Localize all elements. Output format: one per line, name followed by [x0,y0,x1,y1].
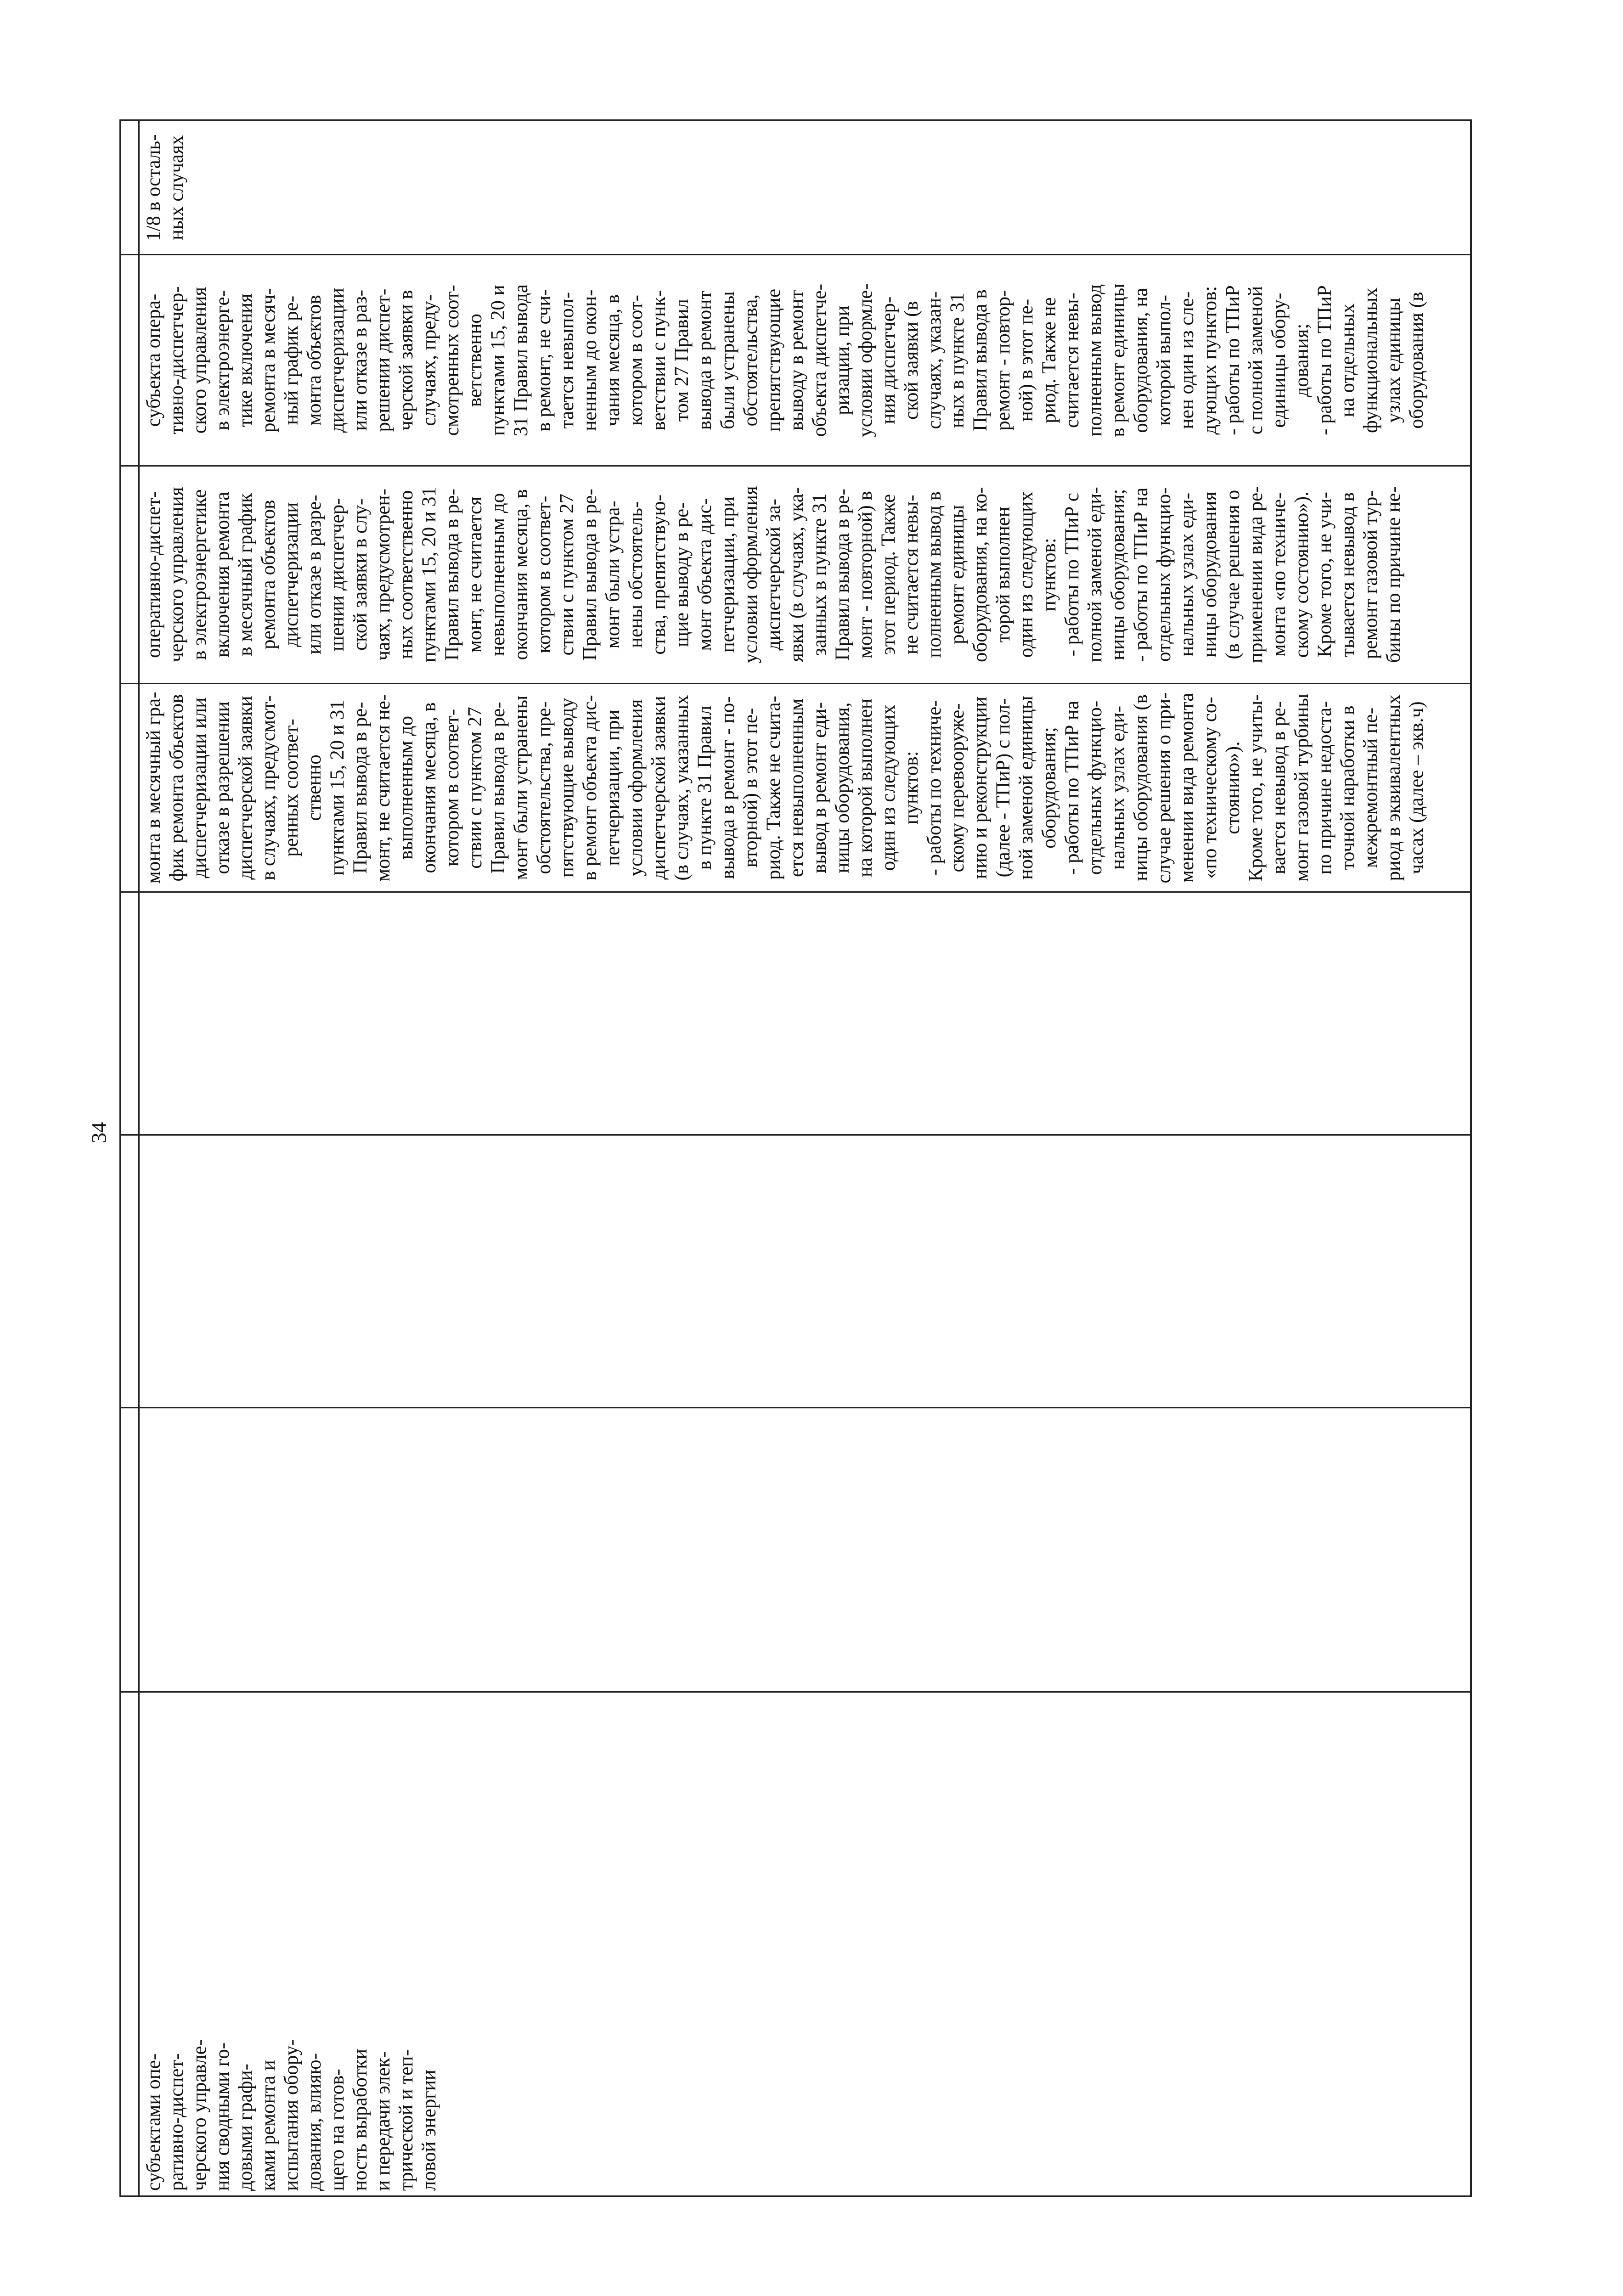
text-line: ремонт единицы [947,505,968,644]
label-cell [140,1691,1470,2195]
text-line: тивно-диспетчер- [166,286,187,434]
text-line: Кроме того, не учиты- [1245,694,1267,882]
text-line: диспетчерской заявки [235,696,256,880]
text-line: случаях, преду- [418,294,440,426]
text-line: Правил вывода в ре- [441,489,463,661]
text-line: выводу в ремонт [786,290,807,431]
text-line: котором в соот- [625,295,647,426]
text-line: ния диспетчер- [878,296,899,424]
text-line: вторной) в этот пе- [740,708,761,868]
text-line: единицы обору- [1268,293,1290,428]
empty-cell-2 [140,1134,1470,1407]
text-line: скому состоянию»). [1291,491,1313,658]
text-line: тается невыпол- [556,292,578,429]
text-line: нен один из сле- [1176,291,1198,429]
top-cell-8 [121,121,138,254]
text-line: «по техническому со- [1199,697,1221,879]
text-line: обстоятельства, [740,294,761,427]
text-line: чаях, предусмотрен- [372,489,394,661]
text-line: стоянию»). [1222,741,1244,834]
text-line: монт были устранены [510,695,532,880]
text-line: смотренных соот- [441,285,463,436]
text-line: один из следующих [1015,491,1037,658]
text-line: ловой энергии [418,2070,440,2191]
text-line: 1/8 в осталь- [143,134,164,242]
text-line: Правил вывода в ре- [579,489,601,661]
text-line: ремонта в месяч- [258,288,279,433]
text-line: монт - повторной) в [855,491,876,658]
top-cell-7 [121,254,138,465]
text-line: или отказе в разре- [304,495,325,655]
text-line: ность выработки [349,2048,371,2191]
text-line: выполненным до [395,715,417,860]
text-line: явки (в случаях, ука- [786,487,807,662]
top-cell-3 [121,1134,138,1407]
top-cell-4 [121,891,138,1134]
text-line: чания месяца, в [602,294,624,427]
text-line: пятствующие выводу [556,698,578,878]
top-cell-5 [121,683,138,891]
text-line: ется невыполненным [786,698,807,877]
text-line: монт, не считается не- [372,694,394,882]
text-line: окончания месяца, в [418,702,440,873]
text-line: нальных узлах еди- [1107,706,1129,870]
text-line: ренных соответ- [281,719,302,857]
text-line: шении диспетчер- [327,498,348,651]
text-line: ской заявки (в [901,301,922,420]
text-line: ницы оборудования (в [1130,694,1152,881]
text-line: узлах единицы [1383,298,1404,423]
text-line: диспетчеризации или [189,697,210,878]
text-line: условии оформления [625,699,647,877]
text-line: объекта диспетче- [809,284,830,437]
text-line: черского управления [166,487,187,663]
text-line: ственно [304,754,325,821]
text-line: окончания месяца, в [510,489,532,660]
text-line: в электроэнергетике [189,489,210,660]
text-line: Кроме того, не учи- [1314,492,1336,658]
text-line: испытания обору- [281,2039,302,2191]
text-line: функциональных [1360,287,1381,433]
text-line: монт объекта дис- [694,498,716,651]
text-line: субъекта опера- [143,293,164,427]
text-line: диспетчерской заявки [648,696,670,880]
text-line: скому перевооруже- [947,703,968,872]
text-line: невыполненным до [487,493,509,656]
text-line: монта «по техниче- [1268,492,1290,657]
text-line: условии оформления [740,486,761,664]
text-line: вывода в ремонт [694,290,716,430]
text-line: риод. Также не [1038,297,1060,423]
text-line: ной) в этот пе- [1015,298,1037,422]
top-cell-6 [121,465,138,683]
text-line: тике включения [235,293,256,428]
text-line: отдельных функцио- [1153,487,1175,662]
text-line: риод. Также не счита- [763,696,784,880]
text-line: ных случаях [166,135,187,240]
text-line: дования, влияю- [304,2053,325,2191]
text-line: Правил вывода в ре- [487,702,509,874]
column-d-cell [140,121,1470,254]
table-body-row [140,121,1470,2195]
text-line: диспетчеризации [327,288,348,433]
text-line: оборудования (в [1406,292,1427,429]
text-line: пунктов: [1038,538,1060,612]
text-line: полненным вывод [1084,284,1106,437]
text-line: межремонтный пе- [1360,707,1381,868]
text-line: на отдельных [1337,303,1358,417]
text-line: - работы по ТПиР на [1061,700,1083,875]
text-line: полной заменой еди- [1084,487,1106,663]
text-line: случае решения о при- [1153,692,1175,884]
text-line: в ремонт объекта дис- [579,695,601,881]
text-line: ремонт - повтор- [992,290,1014,431]
text-line: (далее - ТПиР) с пол- [992,698,1014,878]
text-line: препятствующие [763,288,784,432]
text-line: нию и реконструкции [969,696,991,879]
text-line: - работы по ТПиР с [1061,493,1083,657]
text-line: ницы оборудования; [1107,489,1129,660]
text-line: ветственно [464,314,486,407]
text-line: которой выпол- [1153,295,1175,426]
text-line: бины по причине не- [1383,486,1404,663]
text-line: монта объектов [304,295,325,426]
text-line: ницы оборудования, [832,702,853,873]
text-line: считается невы- [1061,293,1083,428]
text-line: пунктов: [901,751,922,825]
text-line: (в случае решения о [1222,490,1244,659]
text-line: занных в пункте 31 [809,493,830,656]
text-line: котором в соответ- [441,709,463,867]
text-line: черского управле- [189,2039,210,2191]
text-line: 31 Правил вывода [510,284,532,437]
text-line: - работы по ТПиР на [1130,487,1152,662]
text-line: - работы по ТПиР [1314,285,1336,435]
text-line: котором в соответ- [533,495,555,653]
text-line: отказе в разрешении [212,701,233,874]
text-line: трической и теп- [395,2049,417,2191]
text-line: щего на готов- [327,2069,348,2191]
text-line: в пункте 31 Правил [694,705,716,870]
text-line: условии оформле- [855,283,876,437]
text-line: пунктами 15, 20 и [487,285,509,436]
text-line: ративно-диспет- [166,2053,187,2191]
text-line: в ремонт, не счи- [533,289,555,432]
top-cell-2 [121,1407,138,1691]
rotated-table [119,119,1472,2197]
text-line: ной заменой единицы [1015,696,1037,880]
text-line: нальных узлах еди- [1176,492,1198,657]
text-line: дующих пунктов: [1199,286,1221,435]
column-a-cell [140,683,1470,891]
text-line: вывода в ремонт - по- [717,696,738,879]
text-line: были устранены [717,291,738,429]
text-line: ками ремонта и [258,2060,279,2191]
text-line: не считается невы- [901,495,922,655]
text-line: пунктами 15, 20 и 31 [327,700,348,876]
text-line: часах (далее – экв.ч) [1406,701,1427,874]
text-line: ремонта объектов [258,500,279,649]
page-number: 34 [87,1122,111,1143]
text-line: петчеризации, при [602,709,624,866]
text-line: в электроэнерге- [212,290,233,431]
text-line: или отказе в раз- [349,290,371,431]
text-line: ризации, при [832,305,853,415]
text-line: ницы оборудования [1199,491,1221,658]
text-line: ремонт газовой тур- [1360,490,1381,659]
text-line: один из следующих [878,704,899,871]
text-line: ства, препятствую- [648,495,670,655]
text-line: торой выполнен [992,506,1014,643]
text-line: риод в эквивалентных [1383,694,1404,881]
text-line: ния сводными го- [212,2042,233,2191]
column-c-cell [140,254,1470,465]
text-line: этот период. Также [878,494,899,655]
text-line: ствии с пунктом 27 [556,494,578,656]
text-line: довыми графи- [235,2064,256,2191]
text-line: монт были устра- [602,501,624,649]
text-line: щие выводу в ре- [671,502,693,647]
text-line: монт газовой турбины [1291,693,1313,882]
text-line: в месячный график [235,493,256,656]
text-line: ветствии с пунк- [648,290,670,431]
text-line: Правил вывода в ре- [832,489,853,661]
text-line: том 27 Правил [671,299,693,422]
text-line: и передачи элек- [372,2051,394,2191]
text-line: оборудования, на [1130,287,1152,433]
text-line: диспетчеризации [281,502,302,647]
top-cell-1 [121,1691,138,2195]
text-line: Правил вывода в [969,289,991,431]
text-line: по причине недоста- [1314,701,1336,875]
empty-cell-1 [140,1407,1470,1691]
text-line: ных в пункте 31 [947,293,968,428]
text-line: - работы по техниче- [924,700,945,876]
text-line: нены обстоятель- [625,501,647,648]
text-line: ных соответственно [395,490,417,659]
text-line: полненным вывод в [924,491,945,658]
text-line: менении вида ремонта [1176,692,1198,883]
text-line: с полной заменой [1245,286,1267,435]
text-line: ствии с пунктом 27 [464,707,486,869]
text-line: оборудования; [1038,727,1060,849]
table-top-row [121,121,140,2195]
text-line: применении вида ре- [1245,486,1267,664]
text-line: точной наработки в [1337,705,1358,870]
text-line: в ремонт единицы [1107,283,1129,437]
text-line: ненным до окон- [579,289,601,431]
text-line: на которой выполнен [855,698,876,877]
text-line: диспетчерской за- [763,499,784,651]
text-line: монт, не считается [464,496,486,653]
text-line: случаях, указан- [924,291,945,429]
column-b-cell [140,465,1470,683]
text-line: тывается невывод в [1337,492,1358,657]
text-line: субъектами опе- [143,2053,164,2191]
text-line: решении диспет- [372,288,394,432]
text-line: отдельных функцио- [1084,700,1106,875]
text-line: - работы по ТПиР [1222,285,1244,435]
text-line: в случаях, предусмот- [258,695,279,881]
text-line: (в случаях, указанных [671,695,693,881]
text-line: оперативно-диспет- [143,491,164,658]
text-line: Правил вывода в ре- [349,702,371,874]
text-line: оборудования, на ко- [969,487,991,663]
text-line: вывод в ремонт еди- [809,702,830,873]
text-line: черской заявки в [395,290,417,431]
text-line: петчеризации, при [717,496,738,653]
text-line: фик ремонта объектов [166,694,187,882]
text-line: обстоятельства, пре- [533,701,555,874]
text-line: монта в месячный гра- [143,692,164,884]
text-line: ный график ре- [281,295,302,425]
text-line: ского управления [189,287,210,434]
text-line: дования; [1291,323,1313,397]
text-line: включения ремонта [212,491,233,658]
empty-cell-3 [140,891,1470,1134]
text-line: пунктами 15, 20 и 31 [418,487,440,663]
text-line: ской заявки в слу- [349,498,371,651]
text-line: вается невывод в ре- [1268,701,1290,874]
